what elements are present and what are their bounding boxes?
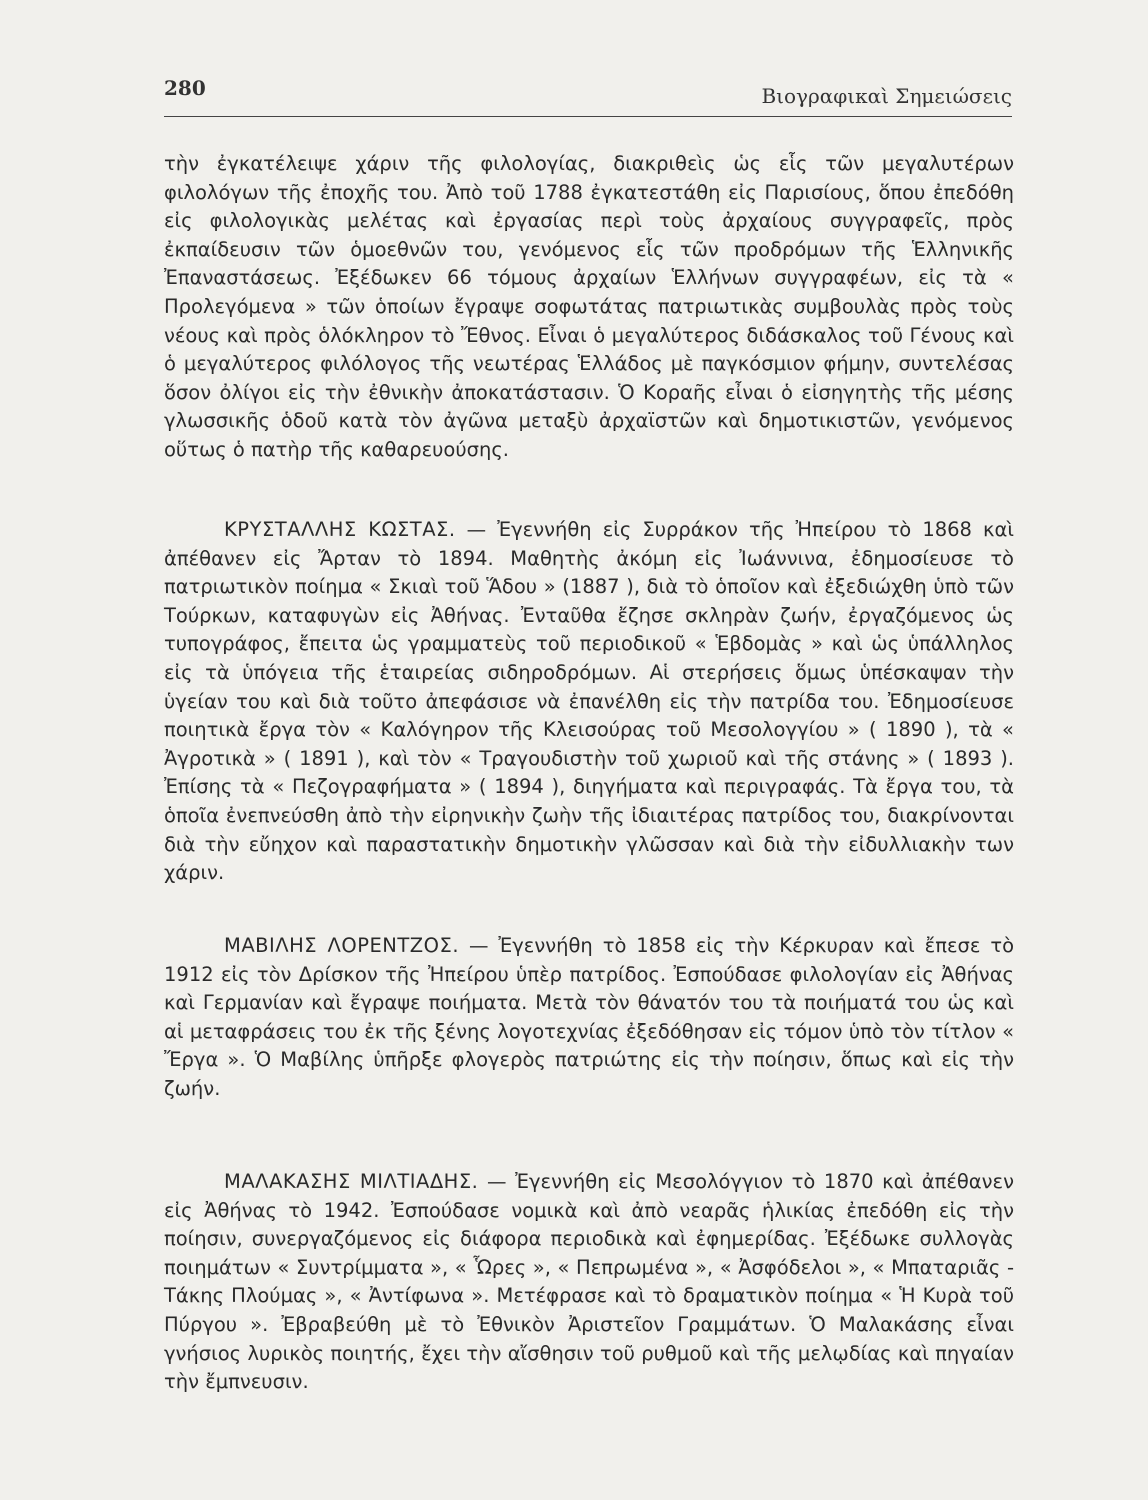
header-rule bbox=[164, 116, 1012, 117]
paragraph-korais-continued bbox=[164, 150, 1014, 465]
entry-text: — Ἐγεννήθη εἰς Συρράκον τῆς Ἠπείρου τὸ 1868 καὶ ἀπέθανεν εἰς Ἄρταν τὸ 1894. Μαθητὴς ἀκόμη εἰς Ἰωάννινα, ἐδημοσίευσε τὸ πατριωτικὸν ποίημα « Σκιαὶ τοῦ Ἅδου » (1887 ), διὰ τὸ ὁποῖον καὶ ἐξεδιώχθη ὑπὸ τῶν Τούρκων, καταφυγὼν εἰς Ἀθήνας. Ἐνταῦθα ἔζησε σκληρὰν ζωήν, ἐργαζόμενος ὡς τυπογράφος, ἔπειτα ὡς γραμματεὺς τοῦ περιοδικοῦ « Ἑβδομὰς » καὶ ὡς ὑπάλληλος εἰς τὰ ὑπόγεια τῆς ἑταιρείας σιδηροδρόμων. Αἱ στερήσεις ὅμως ὑπέσκαψαν τὴν ὑγείαν του καὶ διὰ τοῦτο ἀπεφάσισε νὰ ἐπανέλθη εἰς τὴν πατρίδα του. Ἐδημοσίευσε ποιητικὰ ἔργα τὸν « Καλόγηρον τῆς Κλεισούρας τοῦ Μεσολογγίου » ( 1890 ), τὰ « Ἀγροτικὰ » ( 1891 ), καὶ τὸν « Τραγουδιστὴν τοῦ χωριοῦ καὶ τῆς στάνης » ( 1893 ). Ἐπίσης τὰ « Πεζογραφήματα » ( 1894 ), διηγήματα καὶ περιγραφάς. Τὰ ἔργα του, τὰ ὁποῖα ἐνεπνεύσθη ἀπὸ τὴν εἰρηνικὴν ζωὴν τῆς ἰδιαιτέρας πατρίδος του, διακρίνονται διὰ τὴν εὔηχον καὶ παραστατικὴν δημοτικὴν γλῶσσαν καὶ διὰ τὴν εἰδυλλιακὴν των χάριν. bbox=[164, 518, 1015, 885]
paragraph-text: τὴν ἐγκατέλειψε χάριν τῆς φιλολογίας, διακριθεὶς ὡς εἷς τῶν μεγαλυτέρων φιλολόγων τῆς ἐποχῆς του. Ἀπὸ τοῦ 1788 ἐγκατεστάθη εἰς Παρισίους, ὅπου ἐπεδόθη εἰς φιλολογικὰς μελέτας καὶ ἐργασίας περὶ τοὺς ἀρχαίους συγγραφεῖς, πρὸς ἐκπαίδευσιν τῶν ὁμοεθνῶν του, γενόμενος εἷς τῶν προδρόμων τῆς Ἑλληνικῆς Ἐπαναστάσεως. Ἐξέδωκεν 66 τόμους ἀρχαίων Ἑλλήνων συγγραφέων, εἰς τὰ « Προλεγόμενα » τῶν ὁποίων ἔγραψε σοφωτάτας πατριωτικὰς συμβουλὰς πρὸς τοὺς νέους καὶ πρὸς ὁλόκληρον τὸ Ἔθνος. Εἶναι ὁ μεγαλύτερος διδάσκαλος τοῦ Γένους καὶ ὁ μεγαλύτερος φιλόλογος τῆς νεωτέρας Ἑλλάδος μὲ παγκόσμιον φήμην, συντελέσας ὅσον ὀλίγοι εἰς τὴν ἐθνικὴν ἀποκατάστασιν. Ὁ Κοραῆς εἶναι ὁ εἰσηγητὴς τῆς μέσης γλωσσικῆς ὁδοῦ κατὰ τὸν ἀγῶνα μεταξὺ ἀρχαϊστῶν καὶ δημοτικιστῶν, γενόμενος οὕτως ὁ πατὴρ τῆς καθαρευούσης. bbox=[164, 152, 1014, 461]
body-text bbox=[164, 150, 1015, 1394]
entry-name: ΚΡΥΣΤΑΛΛΗΣ ΚΩΣΤΑΣ. bbox=[224, 518, 456, 541]
entry-malakasis bbox=[164, 1168, 1014, 1397]
entry-name: ΜΑΛΑΚΑΣΗΣ ΜΙΛΤΙΑΔΗΣ. bbox=[224, 1170, 479, 1193]
page-header bbox=[164, 72, 1012, 122]
entry-text: — Ἐγεννήθη τὸ 1858 εἰς τὴν Κέρκυραν καὶ ἔπεσε τὸ 1912 εἰς τὸν Δρίσκον τῆς Ἠπείρου ὑπὲρ πατρίδος. Ἐσπούδασε φιλολογίαν εἰς Ἀθήνας καὶ Γερμανίαν καὶ ἔγραψε ποιήματα. Μετὰ τὸν θάνατόν του τὰ ποιήματά του ὡς καὶ αἱ μεταφράσεις του ἐκ τῆς ξένης λογοτεχνίας ἐξεδόθησαν εἰς τόμον ὑπὸ τὸν τίτλον « Ἔργα ». Ὁ Μαβίλης ὑπῆρξε φλογερὸς πατριώτης εἰς τὴν ποίησιν, ὅπως καὶ εἰς τὴν ζωήν. bbox=[164, 934, 1014, 1100]
running-head: Βιογραφικαὶ Σημειώσεις bbox=[761, 84, 1012, 108]
page-number: 280 bbox=[164, 76, 206, 100]
entry-mavilis bbox=[164, 932, 1014, 1104]
entry-krystallis bbox=[164, 516, 1014, 888]
entry-name: ΜΑΒΙΛΗΣ ΛΟΡΕΝΤΖΟΣ. bbox=[224, 934, 460, 957]
entry-text: — Ἐγεννήθη εἰς Μεσολόγγιον τὸ 1870 καὶ ἀπέθανεν εἰς Ἀθήνας τὸ 1942. Ἐσπούδασε νομικὰ καὶ ἀπὸ νεαρᾶς ἡλικίας ἐπεδόθη εἰς τὴν ποίησιν, συνεργαζόμενος εἰς διάφορα περιοδικὰ καὶ ἐφημερίδας. Ἐξέδωκε συλλογὰς ποιημάτων « Συντρίμματα », « Ὧρες », « Πεπρωμένα », « Ἀσφόδελοι », « Μπαταριᾶς - Τάκης Πλούμας », « Ἀντίφωνα ». Μετέφρασε καὶ τὸ δραματικὸν ποίημα « Ἡ Κυρὰ τοῦ Πύργου ». Ἐβραβεύθη μὲ τὸ Ἐθνικὸν Ἀριστεῖον Γραμμάτων. Ὁ Μαλακάσης εἶναι γνήσιος λυρικὸς ποιητής, ἔχει τὴν αἴσθησιν τοῦ ρυθμοῦ καὶ τῆς μελῳδίας καὶ πηγαίαν τὴν ἔμπνευσιν. bbox=[164, 1170, 1014, 1394]
